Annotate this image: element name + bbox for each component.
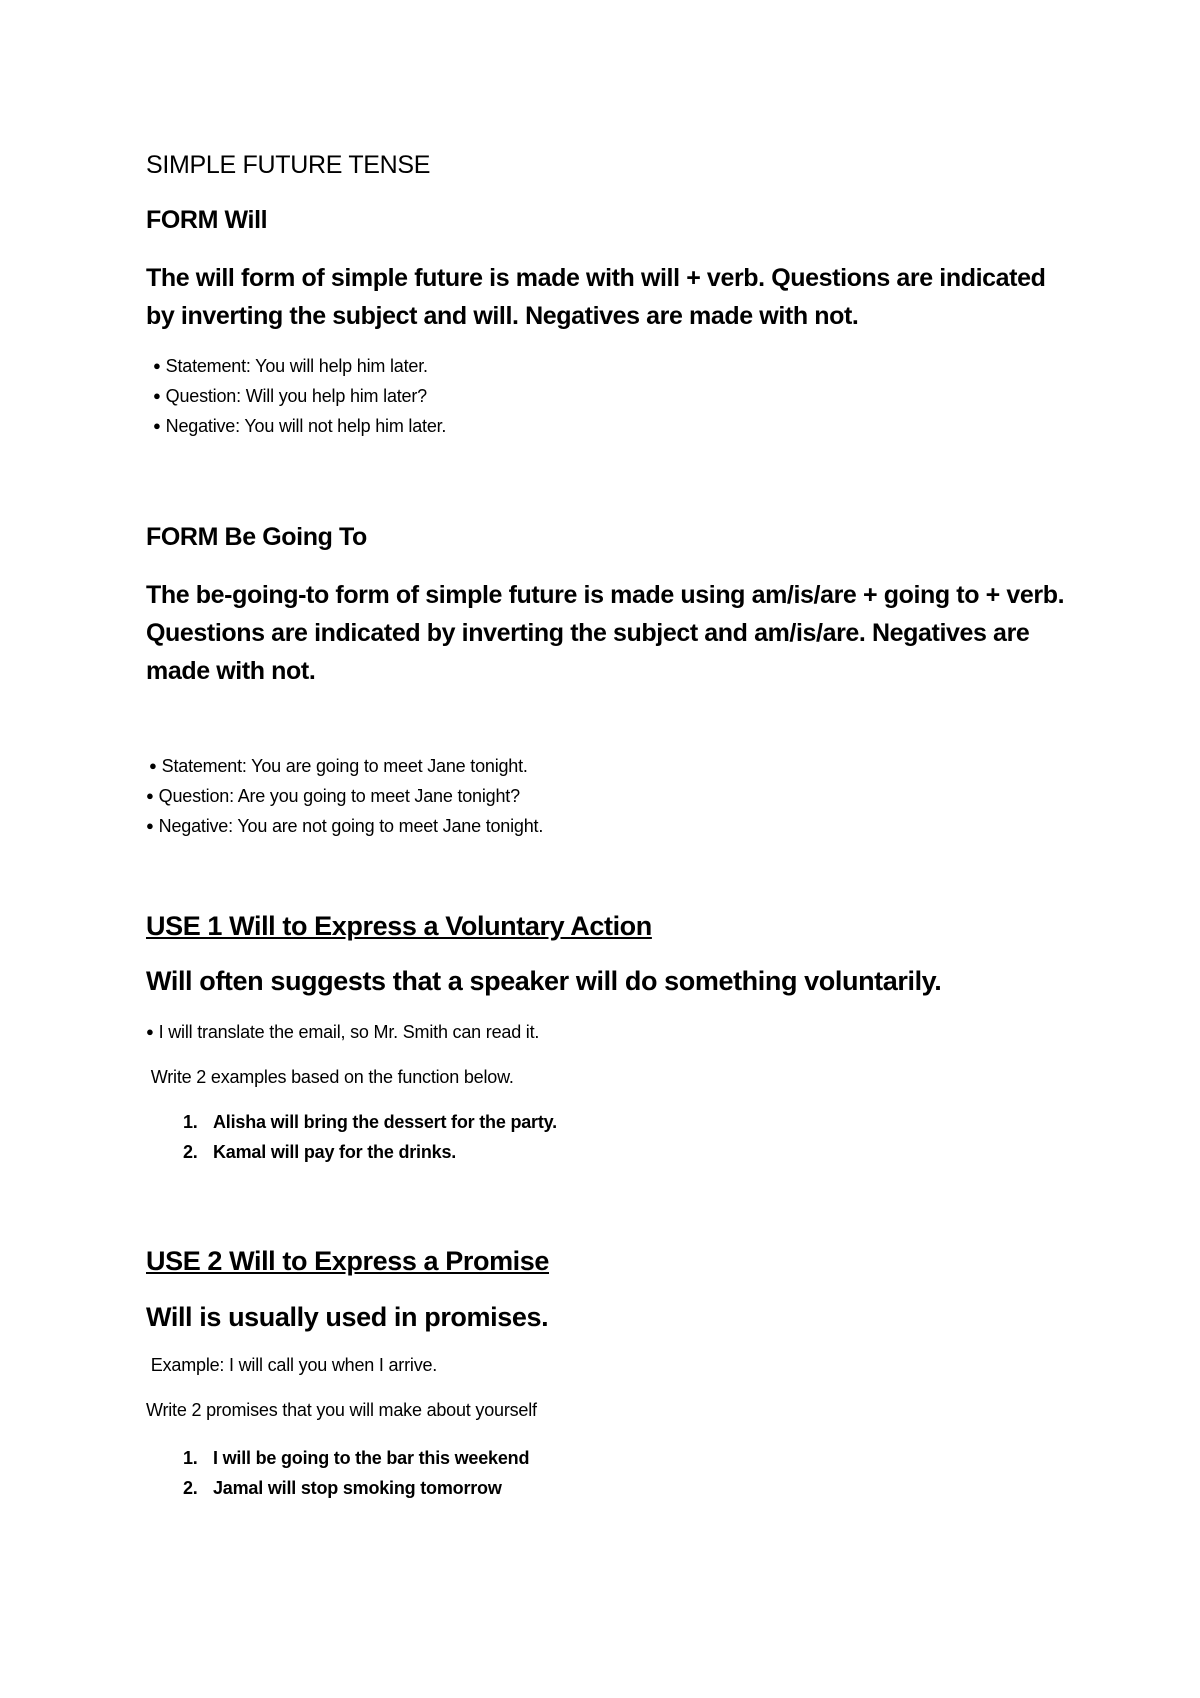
use1-instruction: Write 2 examples based on the function below. (146, 1067, 514, 1087)
list-item (146, 1022, 539, 1043)
bullet-icon: ● (146, 1024, 154, 1039)
form-going-to-paragraph: The be-going-to form of simple future is made using am/is/are + going to + verb. Questions are indicated by inverting the subject and am/is/are. Negatives are made with not. (146, 581, 1065, 685)
list-item (153, 416, 446, 437)
bullet-text: Statement: You will help him later. (165, 356, 428, 376)
list-number: 1. (183, 1112, 198, 1132)
bullet-text: Question: Are you going to meet Jane tonight? (158, 786, 520, 806)
list-item (183, 1112, 557, 1133)
list-number: 2. (183, 1478, 198, 1498)
answer-text: Kamal will pay for the drinks. (213, 1142, 457, 1162)
use2-heading: USE 2 Will to Express a Promise (146, 1246, 550, 1276)
list-item (183, 1448, 529, 1469)
list-item (153, 356, 428, 377)
list-item (146, 786, 520, 807)
form-going-to-heading: FORM Be Going To (146, 523, 367, 551)
bullet-icon: ● (153, 418, 161, 433)
answer-text: Jamal will stop smoking tomorrow (213, 1478, 502, 1498)
use2-subheading: Will is usually used in promises. (146, 1302, 549, 1332)
list-item (153, 386, 427, 407)
use2-instruction: Write 2 promises that you will make about yourself (146, 1400, 537, 1420)
answer-text: Alisha will bring the dessert for the party. (213, 1112, 557, 1132)
bullet-text: Statement: You are going to meet Jane tonight. (161, 756, 528, 776)
use1-heading: USE 1 Will to Express a Voluntary Action (146, 911, 652, 941)
bullet-text: I will translate the email, so Mr. Smith can read it. (158, 1022, 540, 1042)
use2-example: Example: I will call you when I arrive. (146, 1355, 438, 1375)
bullet-icon: ● (153, 388, 161, 403)
bullet-text: Negative: You will not help him later. (165, 416, 447, 436)
bullet-text: Negative: You are not going to meet Jane tonight. (158, 816, 544, 836)
bullet-icon: ● (149, 758, 157, 773)
use1-subheading: Will often suggests that a speaker will do something voluntarily. (146, 966, 942, 996)
bullet-text: Question: Will you help him later? (165, 386, 427, 406)
bullet-icon: ● (146, 788, 154, 803)
list-number: 1. (183, 1448, 198, 1468)
form-will-paragraph: The will form of simple future is made with will + verb. Questions are indicated by inverting the subject and will. Negatives are made with not. (146, 264, 1046, 330)
list-item (149, 756, 528, 777)
list-number: 2. (183, 1142, 198, 1162)
list-item (146, 816, 543, 837)
list-item (183, 1478, 502, 1499)
bullet-icon: ● (153, 358, 161, 373)
answer-text: I will be going to the bar this weekend (213, 1448, 530, 1468)
form-will-heading: FORM Will (146, 206, 268, 234)
bullet-icon: ● (146, 818, 154, 833)
page-title: SIMPLE FUTURE TENSE (146, 151, 431, 179)
list-item (183, 1142, 456, 1163)
